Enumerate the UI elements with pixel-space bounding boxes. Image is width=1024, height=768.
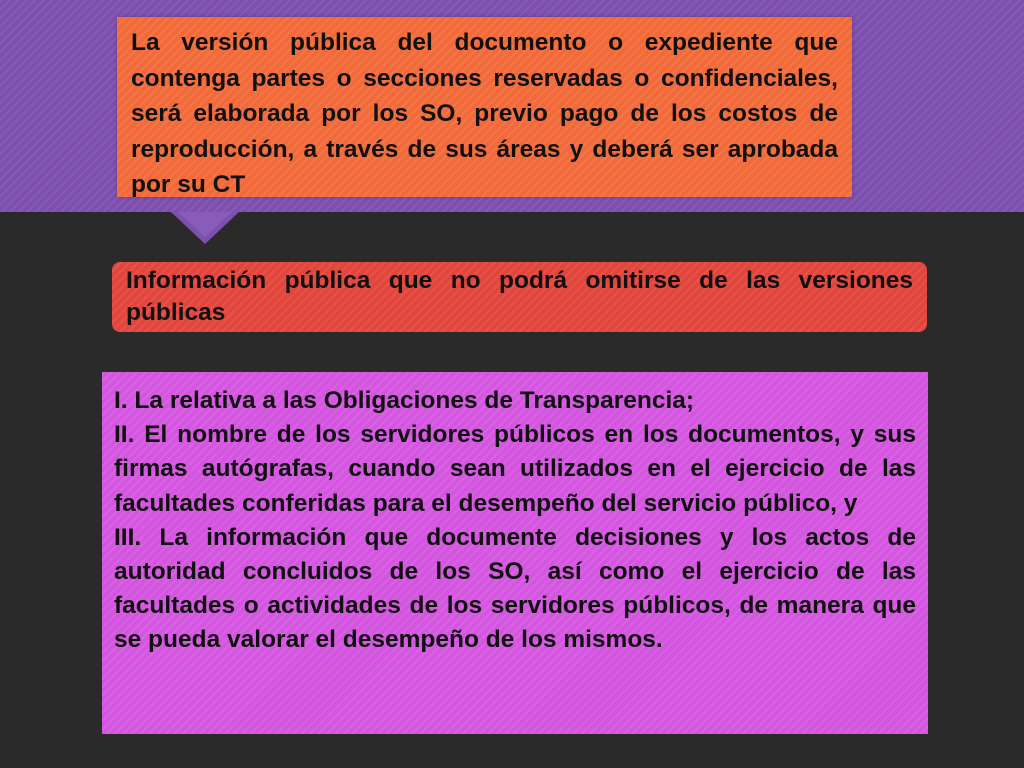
list-item-3: III. La información que documente decisiones y los actos de autoridad concluidos de los SO, así como el ejercicio de las facultades o actividades de los servidores públicos, de manera que se pueda valorar el desempeño de los mismos. (114, 523, 916, 654)
requirements-list (102, 372, 928, 734)
callout-pointer-highlight (178, 212, 232, 237)
section-heading (112, 262, 927, 332)
public-version-note (117, 17, 852, 197)
section-heading-text: Información pública que no podrá omitirse de las versiones públicas (126, 267, 913, 326)
list-item-1: I. La relativa a las Obligaciones de Transparencia; (114, 387, 695, 414)
list-item-2: II. El nombre de los servidores públicos en los documentos, y sus firmas autógrafas, cuando sean utilizados en el ejercicio de las facultades conferidas para el desempeño del servicio público, y (114, 421, 916, 517)
public-version-note-text: La versión pública del documento o expediente que contenga partes o secciones reservadas o confidenciales, será elaborada por los SO, previo pago de los costos de reproducción, a través de sus áreas y deberá ser aprobada por su CT (131, 29, 838, 198)
